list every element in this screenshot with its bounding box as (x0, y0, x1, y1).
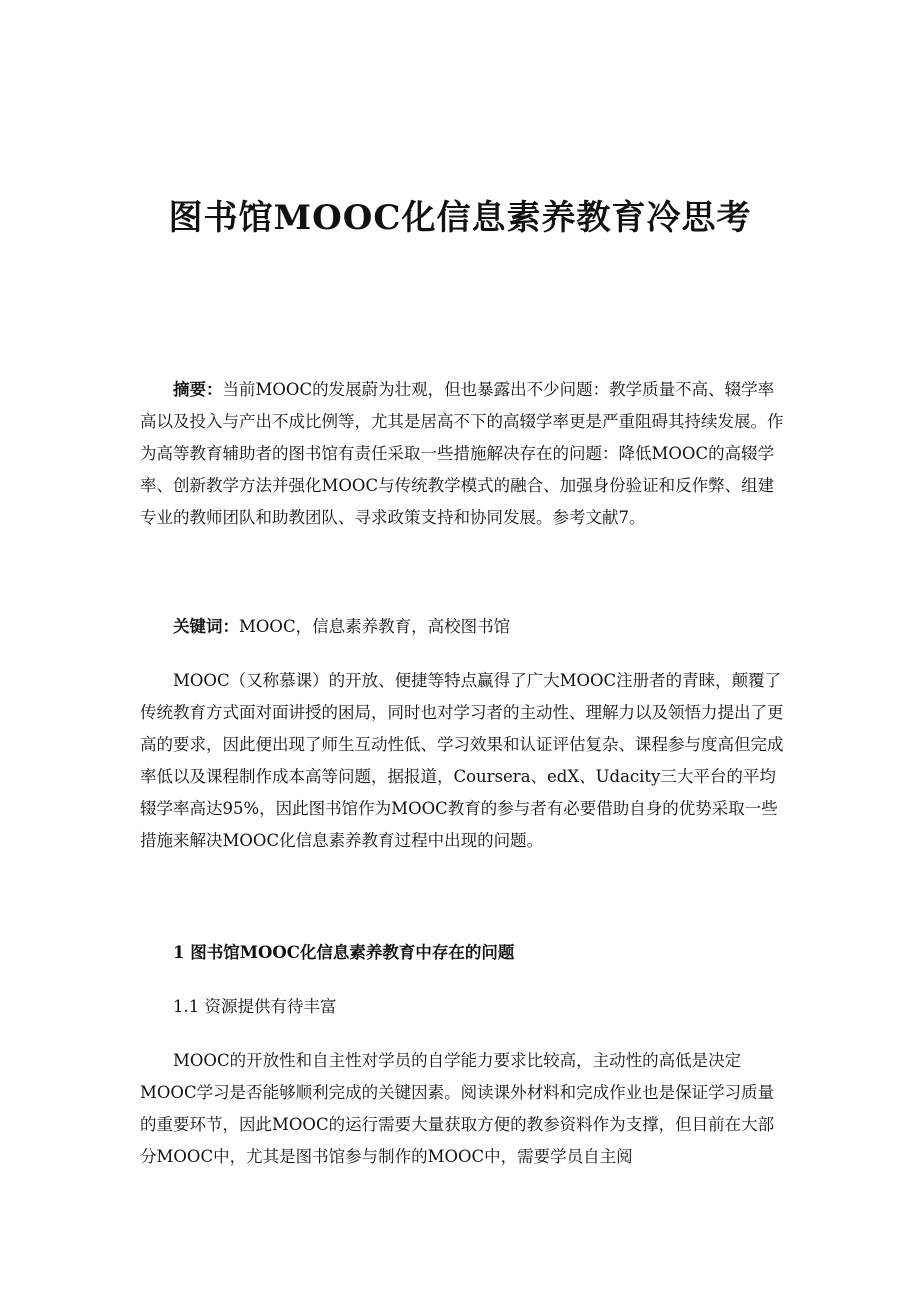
keywords-paragraph (140, 611, 785, 643)
document-title: 图书馆MOOC化信息素养教育冷思考 (168, 198, 752, 238)
abstract-text: 当前MOOC的发展蔚为壮观，但也暴露出不少问题：教学质量不高、辍学率高以及投入与产出不成比例等，尤其是居高不下的高辍学率更是严重阻碍其持续发展。作为高等教育辅助者的图书馆有责任采取一些措施解决存在的问题：降低MOOC的高辍学率、创新教学方法并强化MOOC与传统教学模式的融合、加强身份验证和反作弊、组建专业的教师团队和助教团队、寻求政策支持和协同发展。参考文献7。 (140, 380, 784, 527)
subsection-paragraph: MOOC的开放性和自主性对学员的自学能力要求比较高，主动性的高低是决定MOOC学习是否能够顺利完成的关键因素。阅读课外材料和完成作业也是保证学习质量的重要环节，因此MOOC的运行需要大量获取方便的教参资料作为支撑，但目前在大部分MOOC中，尤其是图书馆参与制作的MOOC中，需要学员自主阅 (140, 1051, 775, 1166)
keywords-text: MOOC，信息素养教育，高校图书馆 (239, 617, 511, 636)
abstract-paragraph (140, 374, 785, 534)
keywords-label: 关键词： (173, 617, 239, 636)
subsection-heading: 1.1 资源提供有待丰富 (173, 997, 337, 1016)
intro-paragraph: MOOC（又称慕课）的开放、便捷等特点赢得了广大MOOC注册者的青睐，颠覆了传统教育方式面对面讲授的困局，同时也对学习者的主动性、理解力以及领悟力提出了更高的要求，因此便出现了师生互动性低、学习效果和认证评估复杂、课程参与度高但完成率低以及课程制作成本高等问题，据报道，Coursera、edX、Udacity三大平台的平均辍学率高达95%，因此图书馆作为MOOC教育的参与者有必要借助自身的优势采取一些措施来解决MOOC化信息素养教育过程中出现的问题。 (140, 671, 784, 850)
section-heading: 1 图书馆MOOC化信息素养教育中存在的问题 (173, 943, 515, 962)
abstract-label: 摘要： (173, 380, 223, 399)
